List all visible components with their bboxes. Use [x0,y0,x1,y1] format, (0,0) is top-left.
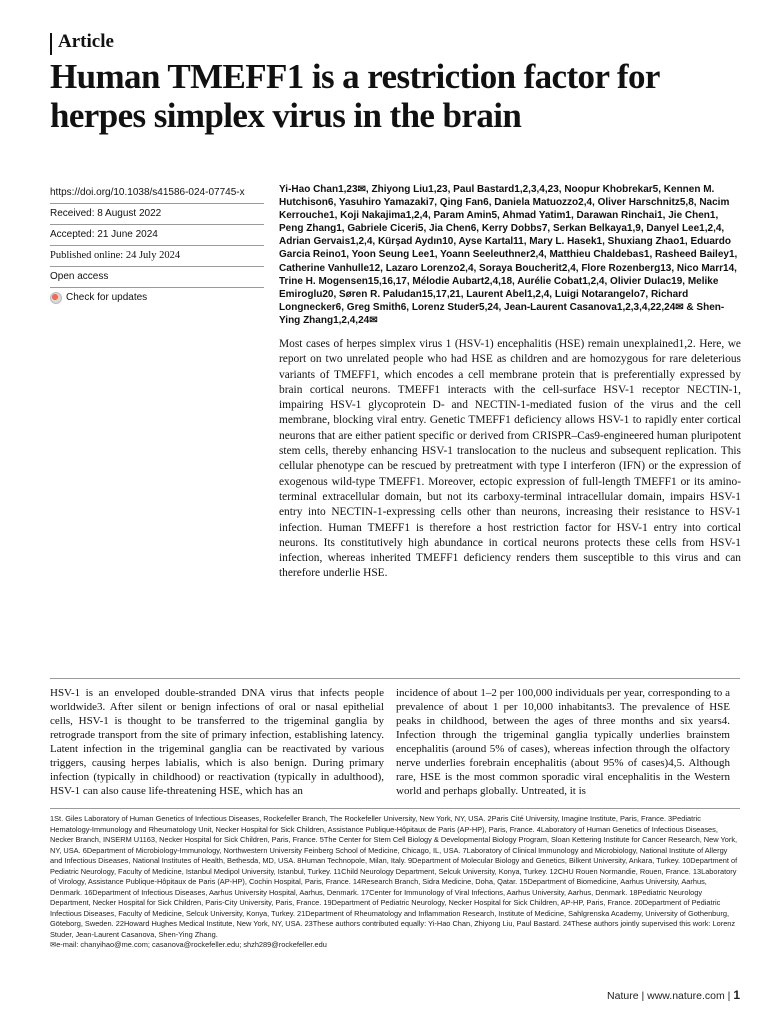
received-date: Received: 8 August 2022 [50,204,264,225]
article-meta [50,183,264,308]
doi-link[interactable]: https://doi.org/10.1038/s41586-024-07745-x [50,183,264,204]
section-label: Article [58,31,114,52]
body-column-right [396,686,730,798]
page-footer [607,988,740,1002]
footnote-divider [50,808,740,809]
author-list [279,183,739,327]
footer-journal[interactable]: Nature | www.nature.com | [607,990,731,1002]
abstract [279,337,741,582]
correspondence-email[interactable]: ✉e-mail: chanyihao@me.com; casanova@rockefeller.edu; shzh289@rockefeller.edu [50,940,327,949]
body-column-left [50,686,384,798]
affiliations-text: 1St. Giles Laboratory of Human Genetics of Infectious Diseases, Rockefeller Branch, The Rockefeller University, New York, NY, USA. 2Paris Cité University, Imagine Institute, Paris, France. 3Pediatric Hematology-Immunology and Rheumatology Unit, Necker Hospital for Sick Children, Assistance Publique-Hôpitaux de Paris (AP-HP), Paris, France. 4Laboratory of Human Genetics of Infectious Diseases, Necker Branch, INSERM U1163, Necker Hospital for Sick Children, Paris, France. 5The Center for Stem Cell Biology & Developmental Biology Program, Sloan Kettering Institute for Cancer Research, New York, NY, USA. 6Department of Microbiology-Immunology, Northwestern University Feinberg School of Medicine, Chicago, IL, USA. 7Laboratory of Clinical Immunology and Microbiology, National Institute of Allergy and Infectious Diseases, National Institutes of Health, Bethesda, MD, USA. 8Human Technopole, Milan, Italy. 9Department of Molecular Biology and Genetics, Bilkent University, Ankara, Turkey. 10Department of Pediatric Neurology, Faculty of Medicine, Istanbul Medipol University, Istanbul, Turkey. 11Child Neurology Department, Selcuk University, Konya, Turkey. 12CHU Rouen Normandie, Rouen, France. 13Laboratory of Virology, Assistance Publique-Hôpitaux de Paris (AP-HP), Cochin Hospital, Paris, France. 14Research Branch, Sidra Medicine, Doha, Qatar. 15Department of Biomedicine, Aarhus University, Aarhus, Denmark. 16Department of Infectious Diseases, Aarhus University Hospital, Aarhus, Denmark. 17Center for Immunology of Viral Infections, Aarhus University, Aarhus, Denmark. 18Pediatric Neurology Department, Necker Hospital for Sick Children, Paris-City University, Paris, France. 19Department of Pediatric Neurology, Necker Hospital for Sick Children, AP-HP, Paris, France. 20Department of Pediatric Infectious Diseases, Faculty of Medicine, Selcuk University, Konya, Turkey. 21Department of Rheumatology and Inflammation Research, Institute of Medicine, Sahlgrenska Academy, University of Gothenburg, Göteborg, Sweden. 22Howard Hughes Medical Institute, New York, NY, USA. 23These authors contributed equally: Yi-Hao Chan, Zhiyong Liu, Paul Bastard. 24These authors jointly supervised this work: Lorenz Studer, Jean-Laurent Casanova, Shen-Ying Zhang. [50,814,738,939]
crossmark-icon [50,292,62,304]
author-names: Yi-Hao Chan1,23✉, Zhiyong Liu1,23, Paul Bastard1,2,3,4,23, Noopur Khobrekar5, Kennen M. Hutchison6, Yasuhiro Yamazaki7, Qing Fan6, Daniela Matuozzo2,4, Oliver Harschnitz5,8, Nacim Kerrouche1, Koji Nakajima1,2,4, Param Amin5, Ahmad Yatim1, Darawan Rinchai1, Jie Chen1, Peng Zhang1, Gabriele Ciceri5, Jia Chen6, Kerry Dobbs7, Serkan Belkaya1,9, Danyel Lee1,2,4, Adrian Gervais1,2,4, Kürşad Aydın10, Ayse Kartal11, Mary L. Hasek1, Shuxiang Zhao1, Eduardo Garcia Reino1, Yoon Seung Lee1, Yoann Seeleuthner2,4, Matthieu Chaldebas1, Rasheed Bailey1, Catherine Vanhulle12, Lazaro Lorenzo2,4, Soraya Boucherit2,4, Flore Rozenberg13, Nico Marr14, Trine H. Mogensen15,16,17, Mélodie Aubart2,4,18, Aurélie Cobat1,2,4, Olivier Dulac19, Melike Emiroglu20, Søren R. Paludan15,17,21, Laurent Abel1,2,4, Luigi Notarangelo7, Richard Longnecker6, Greg Smith6, Lorenz Studer5,24, Jean-Laurent Casanova1,2,3,4,22,24✉ & Shen-Ying Zhang1,2,4,24✉ [279,184,738,326]
check-for-updates-label: Check for updates [66,292,148,303]
body-text-right: incidence of about 1–2 per 100,000 individuals per year, corresponding to a prevalence of about 1 per 10,000 inhabitants3. The prevalence of HSE peaks in childhood, between the ages of three months and six years4. Infection through the trigeminal ganglia typically underlies brainstem encephalitis (around 5% of cases), whereas infection through the olfactory nerve underlies forebrain encephalitis (about 95% of cases)4,5. Although rare, HSE is the most common sporadic viral encephalitis in the Western world and perhaps globally. Untreated, it is [396,687,730,797]
published-date: Published online: 24 July 2024 [50,246,264,267]
affiliations [50,814,740,951]
section-bar [50,33,52,55]
body-text-left: HSV-1 is an enveloped double-stranded DNA virus that infects people worldwide3. After silent or benign infections of oral or nasal epithelial cells, HSV-1 is thought to be transferred to the trigeminal ganglia by retrograde transport from the site of primary infection, establishing latency. Latent infection in the trigeminal ganglia can be reactivated by various triggers, causing herpes labialis, which is also benign. During primary infection (typically in childhood) or reactivation (typically in adulthood), HSV-1 can also cause life-threatening HSE, which has an [50,687,384,797]
article-title: Human TMEFF1 is a restriction factor for herpes simplex virus in the brain [50,57,660,135]
body-divider [50,678,740,679]
page-number: 1 [733,988,740,1002]
open-access-badge: Open access [50,267,264,288]
abstract-text: Most cases of herpes simplex virus 1 (HSV-1) encephalitis (HSE) remain unexplained1,2. Here, we report on two unrelated people who had HSE as children and are homozygous for rare deleterious variants of TMEFF1, which encodes a cell membrane protein that is preferentially expressed by brain cortical neurons. TMEFF1 interacts with the cell-surface HSV-1 receptor NECTIN-1, impairing HSV-1 glycoprotein D- and NECTIN-1-mediated fusion of the virus and the cell membrane, blocking viral entry. Genetic TMEFF1 deficiency allows HSV-1 to rapidly enter cortical neurons that are either patient specific or derived from CRISPR–Cas9-engineered human pluripotent stem cells, thereby enhancing HSV-1 translocation to the nucleus and subsequent replication. This cellular phenotype can be rescued by pretreatment with type I interferon (IFN) or the expression of exogenous wild-type TMEFF1. Moreover, ectopic expression of full-length TMEFF1 or its amino-terminal extracellular domain, but not its carboxy-terminal intracellular domain, impairs HSV-1 entry into NECTIN-1-expressing cells other than neurons, increasing their resistance to HSV-1 infection. Human TMEFF1 is therefore a host restriction factor for HSV-1 entry into cortical neurons. Its constitutively high abundance in cortical neurons protects these cells from HSV-1 infection, whereas inherited TMEFF1 deficiency renders them susceptible to this virus and can therefore underlie HSE. [279,338,741,580]
accepted-date: Accepted: 21 June 2024 [50,225,264,246]
check-for-updates-button[interactable] [50,288,264,308]
